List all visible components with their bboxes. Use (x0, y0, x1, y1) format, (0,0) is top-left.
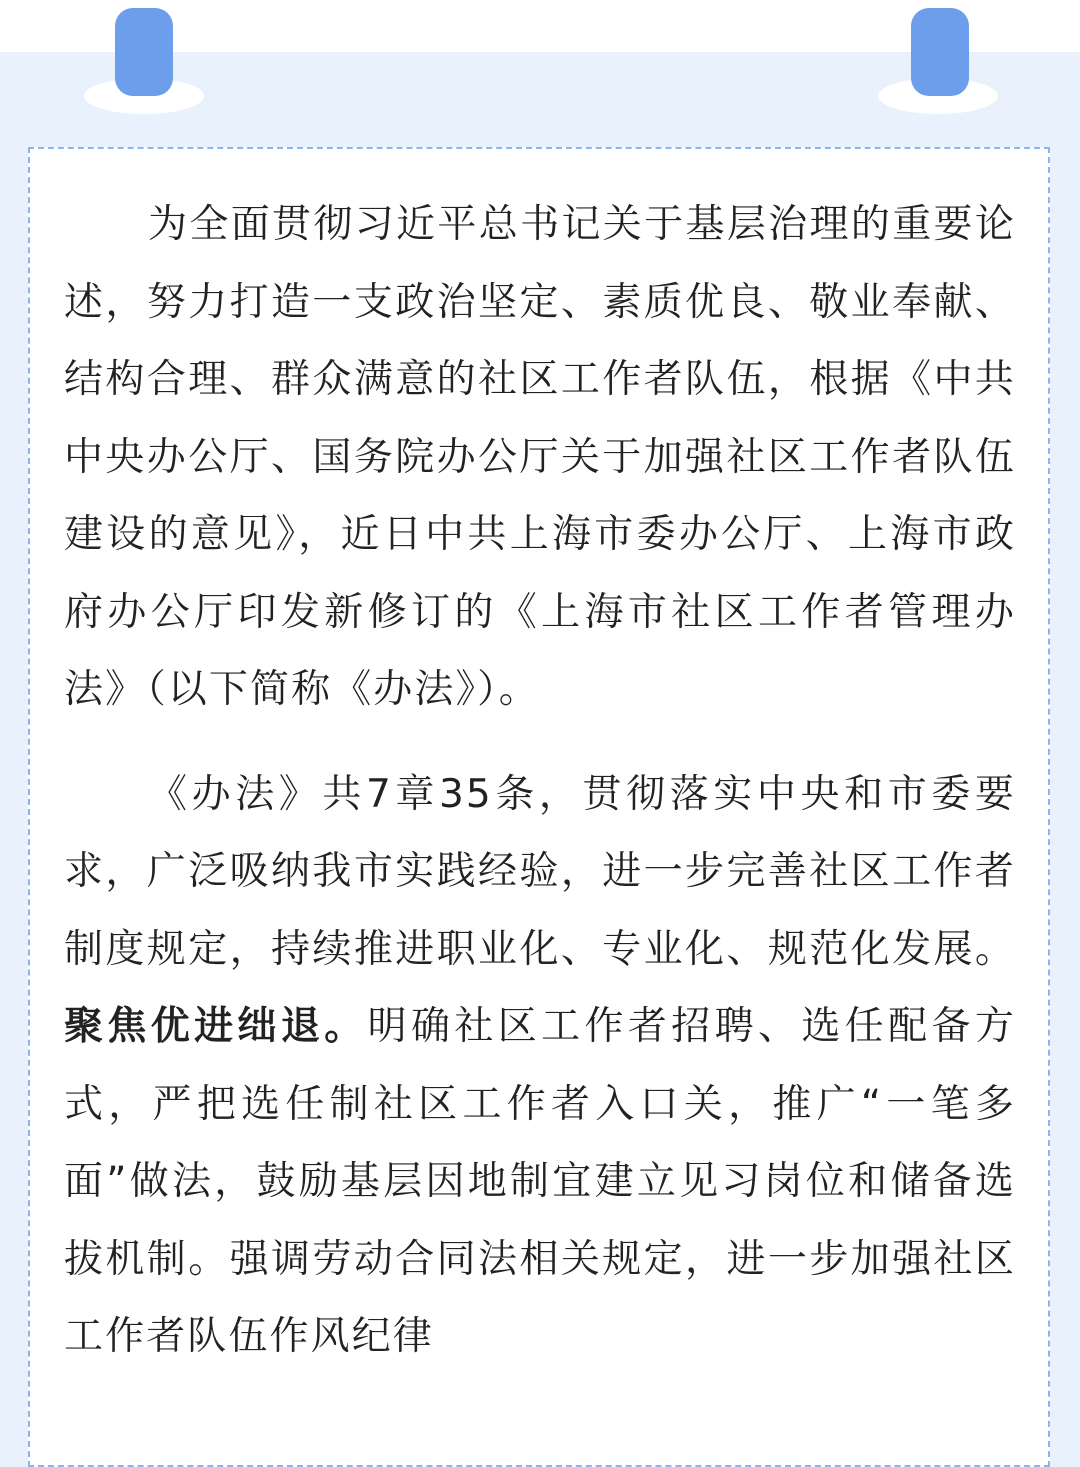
paragraph-summary (64, 756, 1016, 1376)
paragraph-intro: 为全面贯彻习近平总书记关于基层治理的重要论述，努力打造一支政治坚定、素质优良、敬业奉献、结构合理、群众满意的社区工作者队伍，根据《中共中央办公厅、国务院办公厅关于加强社区工作者队伍建设的意见》，近日中共上海市委办公厅、上海市政府办公厅印发新修订的《上海市社区工作者管理办法》（以下简称《办法》）。 (64, 202, 1016, 712)
binder-ring-left (115, 8, 173, 96)
paragraph-summary-part2: 明确社区工作者招聘、选任配备方式，严把选任制社区工作者入口关，推广“一笔多面”做法，鼓励基层因地制宜建立见习岗位和储备选拔机制。强调劳动合同法相关规定，进一步加强社区工作者队伍作风纪律 (64, 1004, 1016, 1359)
paragraph-summary-bold: 聚焦优进绌退。 (64, 1004, 368, 1049)
article-content (64, 186, 1016, 1376)
paragraph-summary-part1: 《办法》共7章35条，贯彻落实中央和市委要求，广泛吸纳我市实践经验，进一步完善社区工作者制度规定，持续推进职业化、专业化、规范化发展。 (64, 771, 1016, 972)
binder-ring-right (911, 8, 969, 96)
